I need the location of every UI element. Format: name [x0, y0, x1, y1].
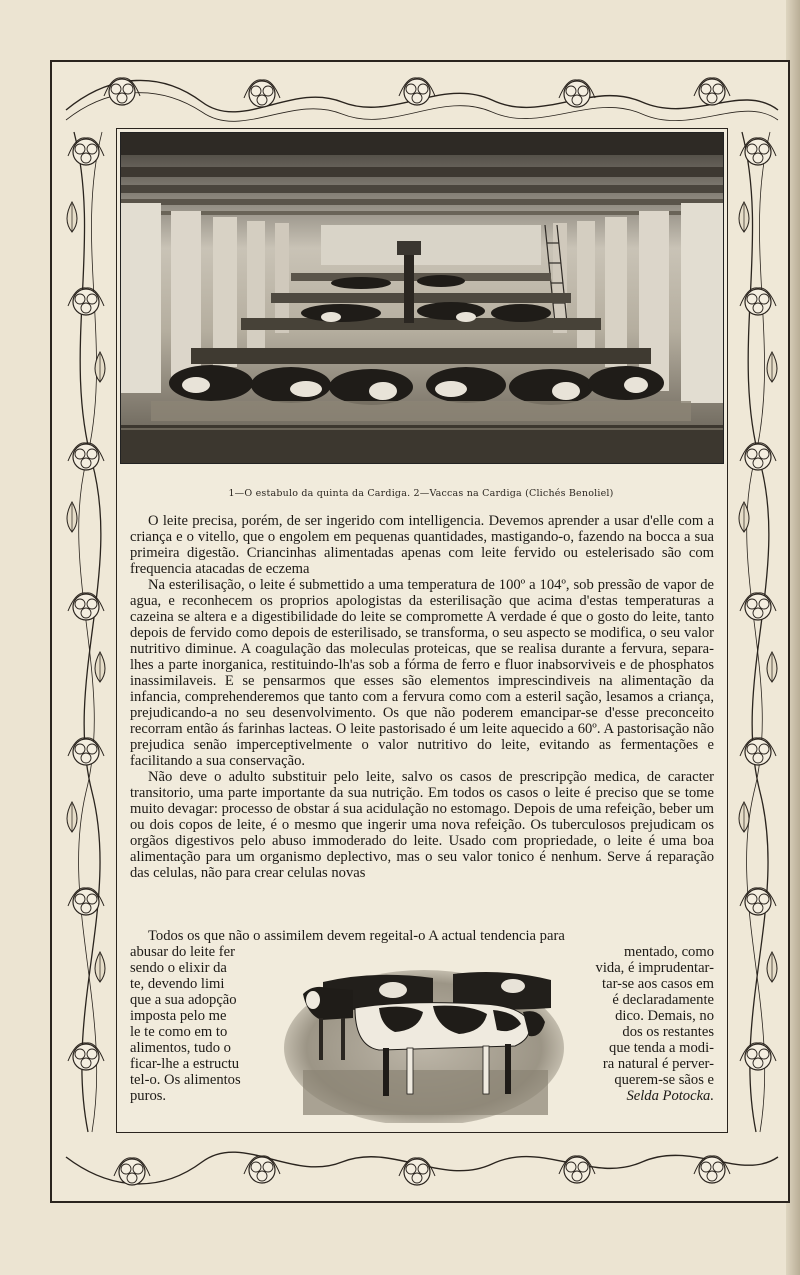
article-body — [130, 513, 714, 881]
left-line: ficar-lhe a estructu — [130, 1056, 240, 1072]
paragraph-2: Na esterilisação, o leite é submettido a uma temperatura de 100º a 104º, sob pressão de vapor de agua, e reconhecem os proprios apologistas da esterilisação que acima d'estas temperaturas a cazeina se altera e a digestibilidade do leite se compromette A verdade é que o gosto do leite, tanto depois de fervido como depois de esterilisado, se transforma, o seu aspecto se modifica, o seu valor nutritivo diminue. A coagulação das moleculas proteicas, que se realisa durante a fervura, separa-lhes a parte inorganica, restituindo-lh'as sob a fórma de ferro e fluor inabsorviveis e de phosphatos inassimilaveis. E se pensarmos que esses são elementos imprescindiveis na alimentação da infancia, comprehenderemos que tanto com a fervura como com a esteril sação, lesamos a criança, prejudicando-a no seu desenvolvimento. Os que não poderem emancipar-se d'esse preconceito recorram então ás farinhas lacteas. O leite pastorisado é um leite aquecido a 60º. A pastorisação não prejudica senão imperceptivelmente o valor nutritivo do leite, evitando as fermentações e facilitando a sua conservação. — [130, 577, 714, 769]
right-line: ra natural é perver- — [602, 1056, 714, 1072]
paragraph-1: O leite precisa, porém, de ser ingerido com intelligencia. Devemos aprender a usar d'elle com a criança e o vitello, que o engolem em pequenas quantidades, mastigando-o, fazendo na bocca a sua primeira digestão. Criancinhas alimentadas apenas com leite fervido ou estelerisado são com frequencia atacadas de eczema — [130, 513, 714, 577]
cows-photograph — [283, 960, 566, 1123]
right-line: dico. Demais, no — [615, 1008, 714, 1024]
stable-photograph — [120, 132, 724, 464]
wrap-lead-line: Todos os que não o assimilem devem regeital-o A actual tendencia para — [148, 928, 565, 944]
left-line: abusar do leite fer — [130, 944, 235, 960]
left-line: que a sua adopção — [130, 992, 237, 1008]
author-signature: Selda Potocka. — [626, 1088, 714, 1104]
right-text-column — [582, 944, 714, 1104]
right-line: tar-se aos casos em — [602, 976, 714, 992]
paragraph-3: Não deve o adulto substituir pelo leite, salvo os casos de prescripção medica, de caracter transitorio, uma parte importante da sua nutrição. Em todos os casos o leite é preciso que se tome muito devagar: processo de obstar á sua acidulação no estomago. Depois de uma refeição, beber um ou dois copos de leite, é o mesmo que ingerir uma nova refeição. Os tuberculosos prejudicam os orgãos digestivos pelo abuso immoderado do leite. Usado com propriedade, o leite é uma boa alimentação para um organismo deplectivo, mas o seu valor tonico é nenhum. Serve á reparação das celulas, não para crear celulas novas — [130, 769, 714, 881]
right-line: mentado, como — [624, 944, 714, 960]
right-line: é declaradamente — [612, 992, 714, 1008]
right-line: dos os restantes — [622, 1024, 714, 1040]
left-line: puros. — [130, 1088, 167, 1104]
left-text-column — [130, 944, 268, 1104]
photo-caption: 1—O estabulo da quinta da Cardiga. 2—Vaccas na Cardiga (Clichés Benoliel) — [228, 488, 614, 499]
right-band — [739, 132, 777, 1132]
bottom-band — [66, 1152, 778, 1185]
left-line: alimentos, tudo o — [130, 1040, 231, 1056]
left-line: tel-o. Os alimentos — [130, 1072, 241, 1088]
left-line: te, devendo limi — [130, 976, 225, 992]
wrapped-text-block — [130, 928, 714, 1104]
left-line: imposta pelo me — [130, 1008, 227, 1024]
right-line: que tenda a modi- — [609, 1040, 714, 1056]
right-line: querem-se sãos e — [614, 1072, 714, 1088]
left-line: le te como em to — [130, 1024, 228, 1040]
left-band — [67, 132, 105, 1132]
right-line: vida, é imprudentar- — [595, 960, 714, 976]
left-line: sendo o elixir da — [130, 960, 227, 976]
top-band — [66, 78, 778, 121]
